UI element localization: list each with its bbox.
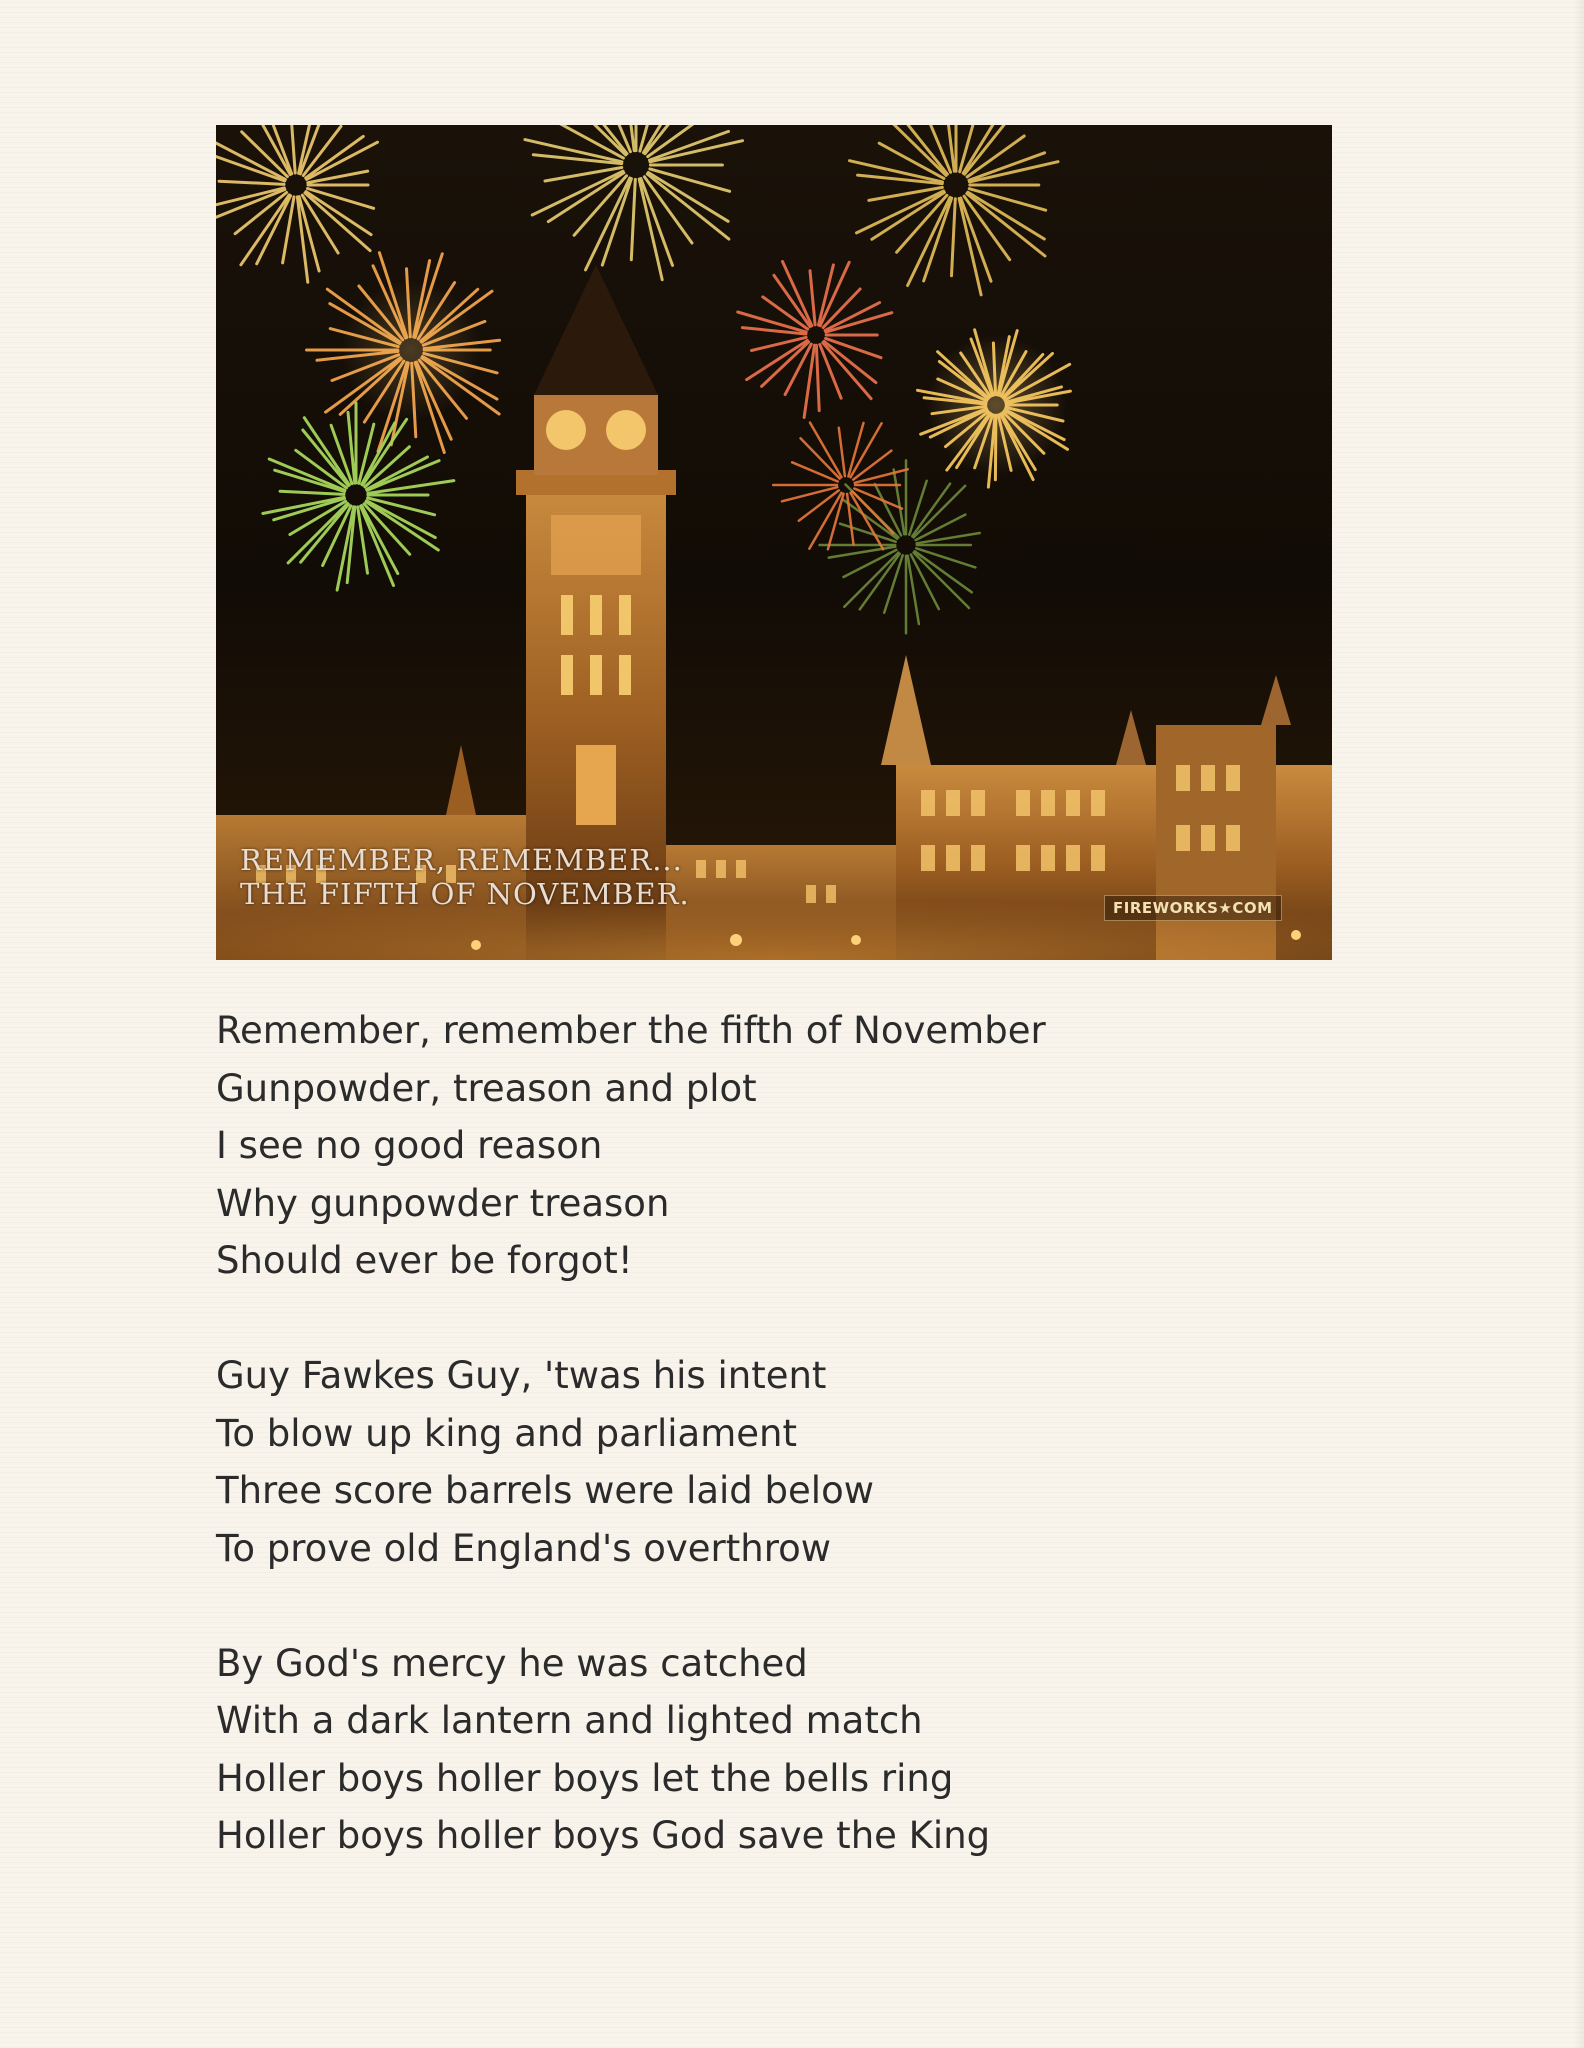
poem-line: Three score barrels were laid below xyxy=(216,1469,874,1512)
poem-line: Should ever be forgot! xyxy=(216,1239,633,1282)
fireworks-photo xyxy=(216,125,1332,960)
fireworks-watermark: FIREWORKS★COM xyxy=(1104,895,1282,921)
poem-line: Guy Fawkes Guy, 'twas his intent xyxy=(216,1354,827,1397)
poem-line: To prove old England's overthrow xyxy=(216,1526,831,1570)
poem-line: Holler boys holler boys God save the King xyxy=(216,1814,991,1857)
caption-line: THE FIFTH OF NOVEMBER. xyxy=(240,877,690,911)
paper-edge-shadow xyxy=(1574,0,1584,2048)
poem-line: To blow up king and parliament xyxy=(216,1411,797,1455)
poem-line: Remember, remember the fifth of November xyxy=(216,1009,1046,1052)
caption-line: REMEMBER, REMEMBER... xyxy=(240,843,683,877)
fireworks-illustration xyxy=(216,125,1332,960)
poem-stanza xyxy=(216,1635,1316,1865)
poem-line: Why gunpowder treason xyxy=(216,1181,670,1225)
poem xyxy=(216,1002,1316,1865)
poem-line: By God's mercy he was catched xyxy=(216,1641,808,1685)
poem-line: Holler boys holler boys let the bells ring xyxy=(216,1756,954,1800)
poem-stanza xyxy=(216,1002,1316,1290)
poem-line: Gunpowder, treason and plot xyxy=(216,1066,757,1110)
poem-line: With a dark lantern and lighted match xyxy=(216,1699,923,1742)
poem-stanza xyxy=(216,1347,1316,1577)
photo-caption xyxy=(240,843,690,911)
poem-line: I see no good reason xyxy=(216,1124,603,1167)
